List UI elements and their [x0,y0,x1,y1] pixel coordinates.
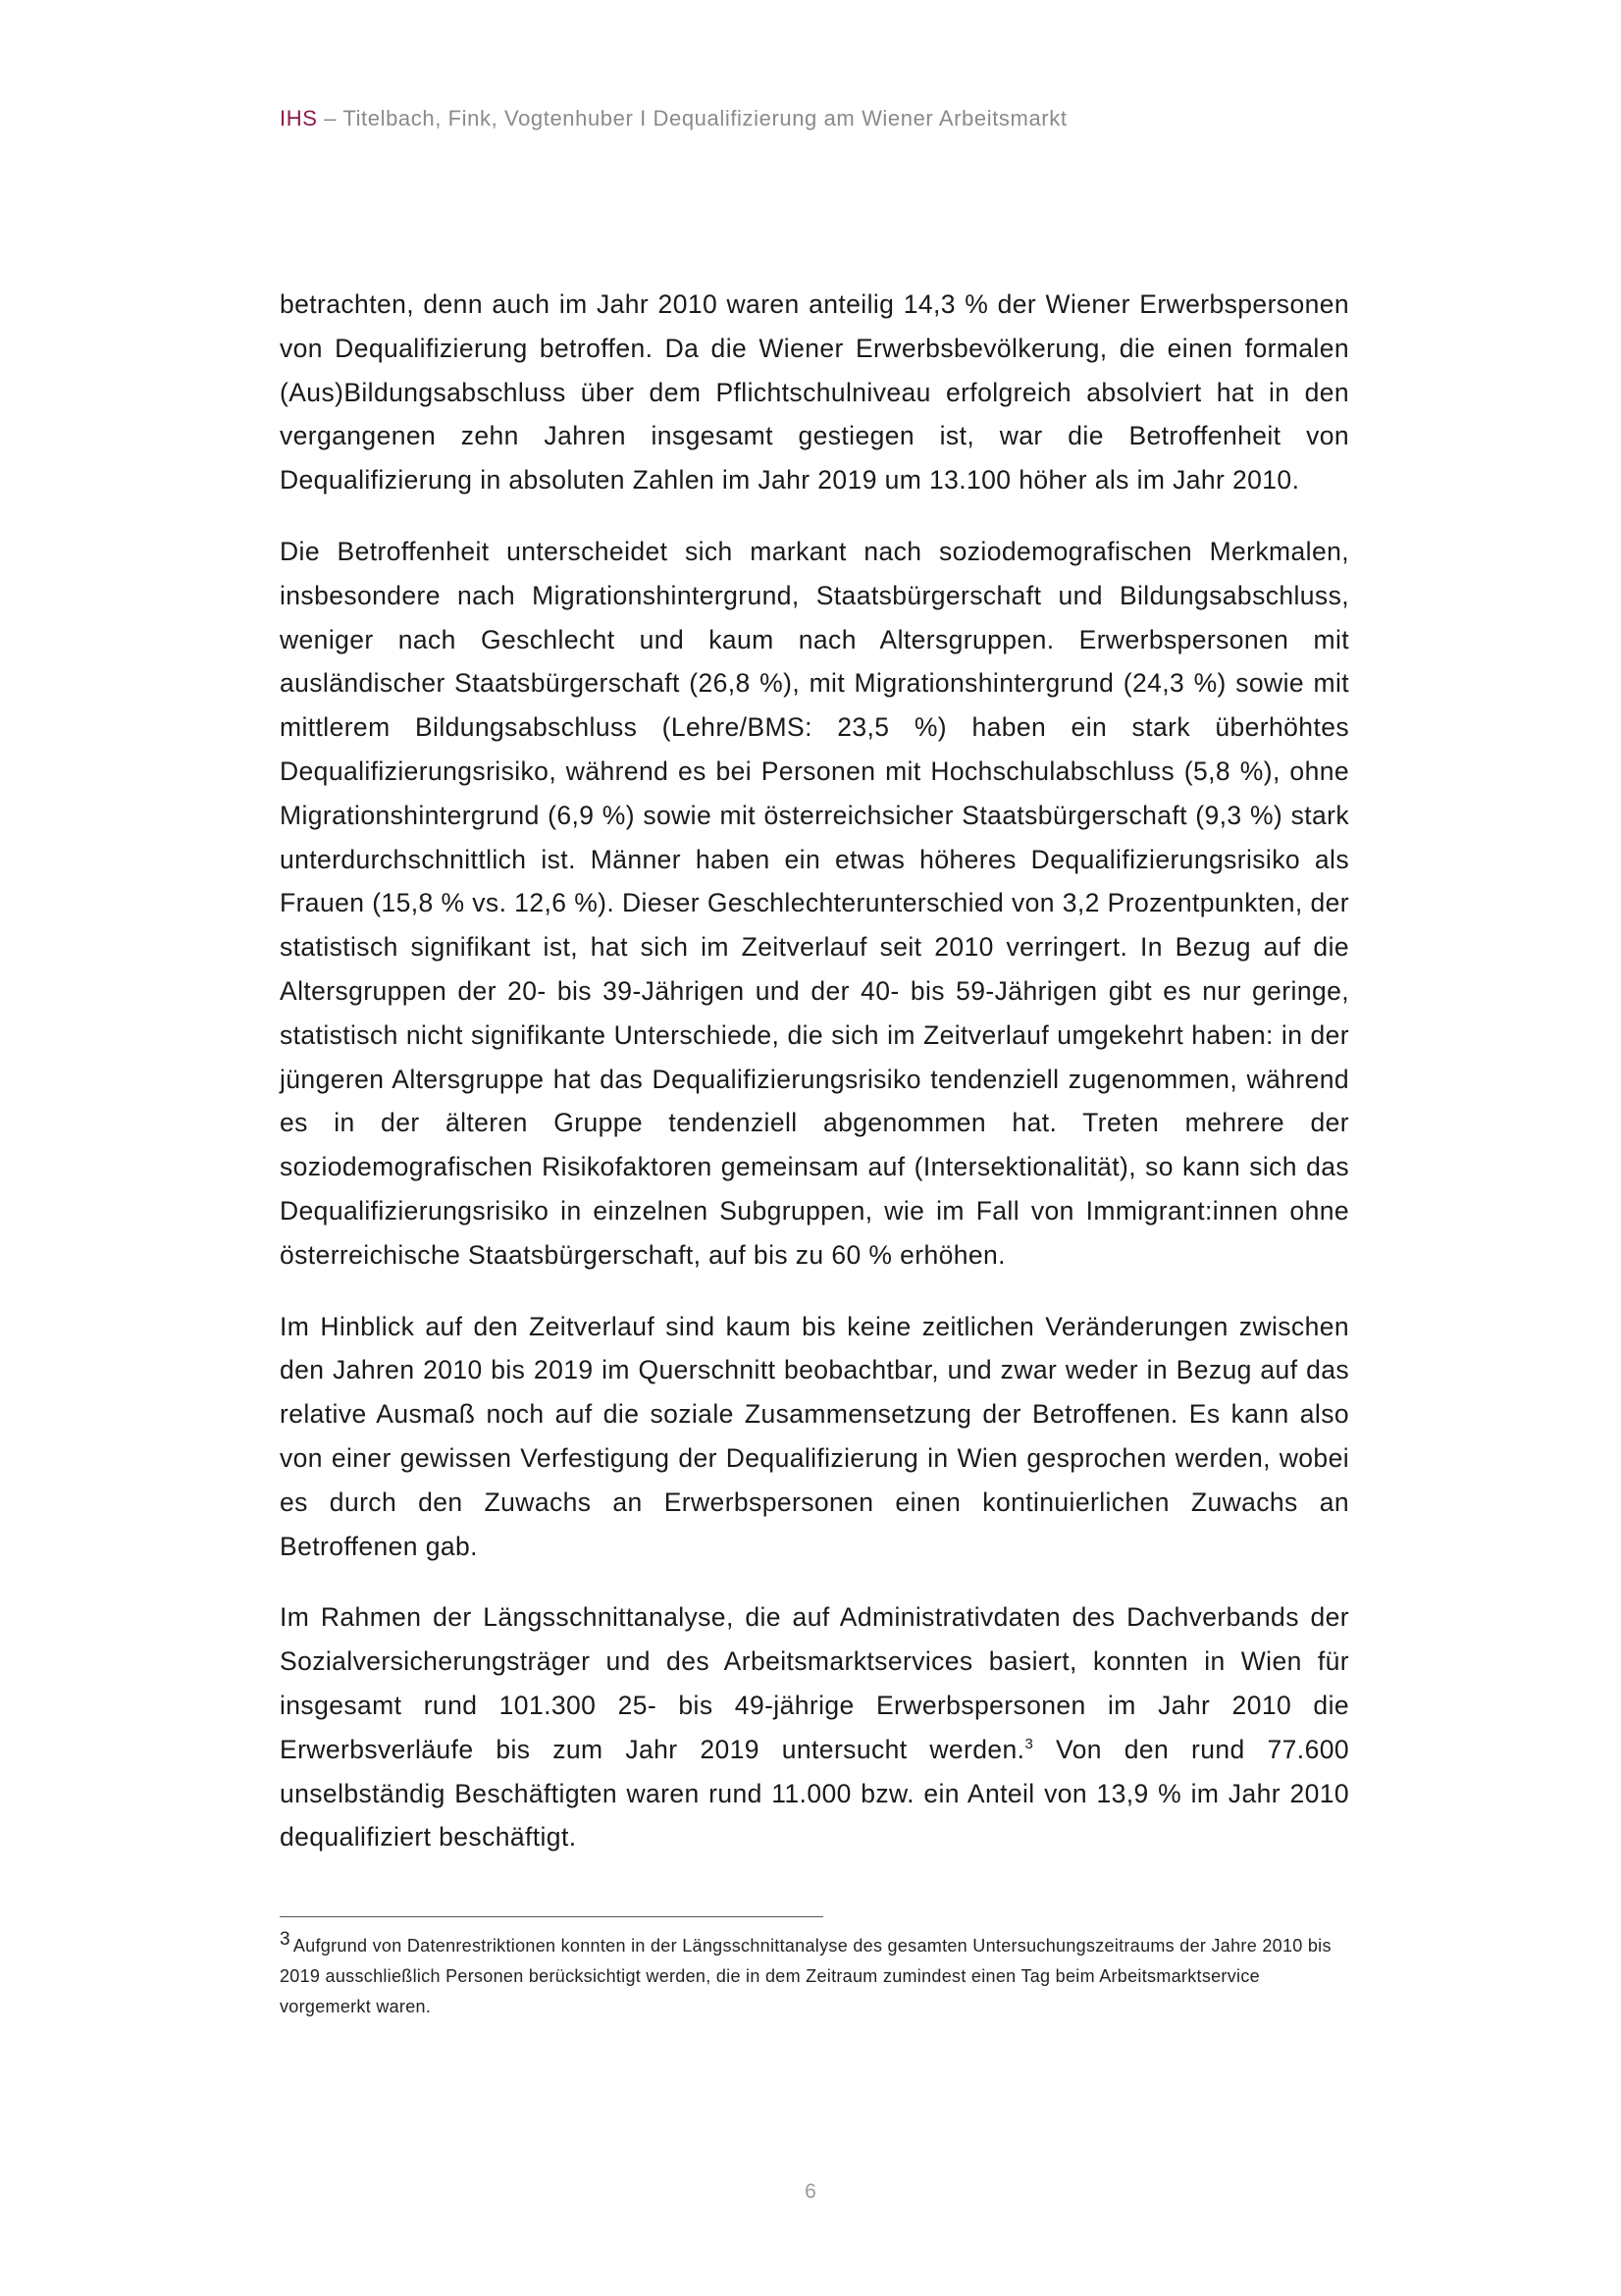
footnote-text: Aufgrund von Datenrestriktionen konnten in der Längsschnittanalyse des gesamten Untersuchungszeitraums der Jahre 2010 bis 2019 ausschließlich Personen berücksichtigt werden, die in dem Zeitraum zumindest einen Tag beim Arbeitsmarktservice vorgemerkt waren. [280,1936,1332,2016]
footnote-number: 3 [280,1929,290,1950]
page-number: 6 [805,2180,816,2203]
paragraph-4-text-start: Im Rahmen der Längsschnittanalyse, die auf Administrativdaten des Dachverbands der Sozialversicherungsträger und des Arbeitsmarktservices basiert, konnten in Wien für insgesamt rund 101.300 25- bis 49-jährige Erwerbspersonen im Jahr 2010 die Erwerbsverläufe bis zum Jahr 2019 untersucht werden. [280,1602,1349,1764]
paragraph-3: Im Hinblick auf den Zeitverlauf sind kaum bis keine zeitlichen Veränderungen zwischen den Jahren 2010 bis 2019 im Querschnitt beobachtbar, und zwar weder in Bezug auf das relative Ausmaß noch auf die soziale Zusammensetzung der Betroffenen. Es kann also von einer gewissen Verfestigung der Dequalifizierung in Wien gesprochen werden, wobei es durch den Zuwachs an Erwerbspersonen einen kontinuierlichen Zuwachs an Betroffenen gab. [280,1311,1349,1561]
header-title: – Titelbach, Fink, Vogtenhuber I Dequalifizierung am Wiener Arbeitsmarkt [317,106,1068,130]
paragraph-2: Die Betroffenheit unterscheidet sich markant nach soziodemografischen Merkmalen, insbesondere nach Migrationshintergrund, Staatsbürgerschaft und Bildungsabschluss, weniger nach Geschlecht und kaum nach Altersgruppen. Erwerbspersonen mit ausländischer Staatsbürgerschaft (26,8 %), mit Migrationshintergrund (24,3 %) sowie mit mittlerem Bildungsabschluss (Lehre/BMS: 23,5 %) haben ein stark überhöhtes Dequalifizierungsrisiko, während es bei Personen mit Hochschulabschluss (5,8 %), ohne Migrationshintergrund (6,9 %) sowie mit österreichsicher Staatsbürgerschaft (9,3 %) stark unterdurchschnittlich ist. Männer haben ein etwas höheres Dequalifizierungsrisiko als Frauen (15,8 % vs. 12,6 %). Dieser Geschlechterunterschied von 3,2 Prozentpunkten, der statistisch signifikant ist, hat sich im Zeitverlauf seit 2010 verringert. In Bezug auf die Altersgruppen der 20- bis 39-Jährigen und der 40- bis 59-Jährigen gibt es nur geringe, statistisch nicht signifikante Unterschiede, die sich im Zeitverlauf umgekehrt haben: in der jüngeren Altersgruppe hat das Dequalifizierungsrisiko tendenziell zugenommen, während es in der älteren Gruppe tendenziell abgenommen hat. Treten mehrere der soziodemografischen Risikofaktoren gemeinsam auf (Intersektionalität), so kann sich das Dequalifizierungsrisiko in einzelnen Subgruppen, wie im Fall von Immigrant:innen ohne österreichische Staatsbürgerschaft, auf bis zu 60 % erhöhen. [280,536,1349,1270]
main-body-text [280,283,1349,1887]
paragraph-4 [280,1595,1349,1859]
footnote-reference[interactable]: 3 [1024,1735,1034,1752]
ihs-brand-label: IHS [280,106,318,130]
footnote-separator [280,1916,823,1917]
paragraph-4-text-end: Von den rund 77.600 unselbständig Beschäftigten waren rund 11.000 bzw. ein Anteil von 13,9 % im Jahr 2010 dequalifiziert beschäftigt. [280,1734,1349,1852]
footnote [280,1931,1349,2022]
paragraph-1: betrachten, denn auch im Jahr 2010 waren anteilig 14,3 % der Wiener Erwerbspersonen von Dequalifizierung betroffen. Da die Wiener Erwerbsbevölkerung, die einen formalen (Aus)Bildungsabschluss über dem Pflichtschulniveau erfolgreich absolviert hat in den vergangenen zehn Jahren insgesamt gestiegen ist, war die Betroffenheit von Dequalifizierung in absoluten Zahlen im Jahr 2019 um 13.100 höher als im Jahr 2010. [280,289,1349,496]
running-header [280,106,1068,131]
